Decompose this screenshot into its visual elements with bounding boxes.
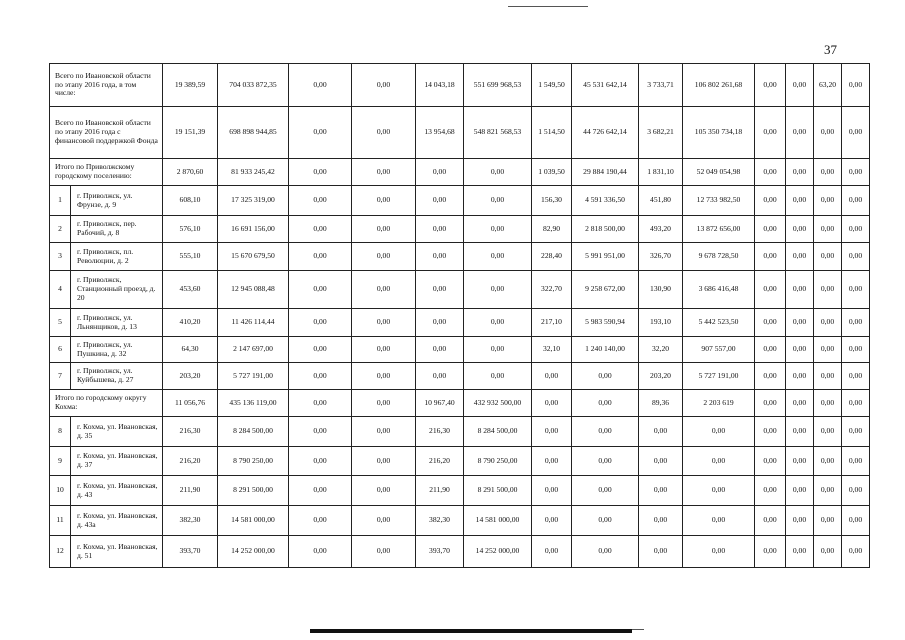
value-cell: 435 136 119,00 bbox=[218, 390, 289, 417]
value-cell: 8 291 500,00 bbox=[464, 476, 532, 506]
value-cell: 0,00 bbox=[464, 243, 532, 271]
value-cell: 0,00 bbox=[289, 243, 352, 271]
value-cell: 1 831,10 bbox=[639, 159, 683, 186]
value-cell: 3 733,71 bbox=[639, 64, 683, 107]
value-cell: 16 691 156,00 bbox=[218, 216, 289, 243]
value-cell: 0,00 bbox=[416, 186, 464, 216]
value-cell: 13 872 656,00 bbox=[683, 216, 755, 243]
value-cell: 10 967,40 bbox=[416, 390, 464, 417]
address-cell: г. Кохма, ул. Ивановская, д. 43а bbox=[71, 506, 163, 536]
value-cell: 0,00 bbox=[683, 476, 755, 506]
row-label: Итого по Приволжскому городскому поселению: bbox=[50, 159, 163, 186]
value-cell: 0,00 bbox=[289, 309, 352, 337]
value-cell: 0,00 bbox=[352, 363, 416, 390]
value-cell: 45 531 642,14 bbox=[572, 64, 639, 107]
address-cell: г. Кохма, ул. Ивановская, д. 37 bbox=[71, 447, 163, 476]
page-number: 37 bbox=[824, 42, 837, 57]
value-cell: 12 945 088,48 bbox=[218, 271, 289, 309]
value-cell: 0,00 bbox=[786, 159, 814, 186]
address-cell: г. Приволжск, ул. Пушкина, д. 32 bbox=[71, 337, 163, 363]
value-cell: 193,10 bbox=[639, 309, 683, 337]
value-cell: 228,40 bbox=[532, 243, 572, 271]
value-cell: 0,00 bbox=[755, 363, 786, 390]
row-label: Всего по Ивановской области по этапу 2016 года, в том числе: bbox=[50, 64, 163, 107]
value-cell: 326,70 bbox=[639, 243, 683, 271]
value-cell: 106 802 261,68 bbox=[683, 64, 755, 107]
value-cell: 0,00 bbox=[683, 447, 755, 476]
value-cell: 0,00 bbox=[786, 107, 814, 159]
header-rule bbox=[508, 6, 588, 7]
value-cell: 0,00 bbox=[572, 363, 639, 390]
value-cell: 0,00 bbox=[352, 243, 416, 271]
value-cell: 17 325 319,00 bbox=[218, 186, 289, 216]
value-cell: 382,30 bbox=[163, 506, 218, 536]
value-cell: 0,00 bbox=[532, 417, 572, 447]
value-cell: 548 821 568,53 bbox=[464, 107, 532, 159]
row-number: 10 bbox=[50, 476, 71, 506]
value-cell: 0,00 bbox=[755, 243, 786, 271]
value-cell: 0,00 bbox=[755, 159, 786, 186]
address-cell: г. Приволжск, пер. Рабочий, д. 8 bbox=[71, 216, 163, 243]
value-cell: 0,00 bbox=[572, 536, 639, 568]
value-cell: 0,00 bbox=[755, 337, 786, 363]
value-cell: 9 258 672,00 bbox=[572, 271, 639, 309]
value-cell: 0,00 bbox=[842, 337, 870, 363]
value-cell: 0,00 bbox=[814, 417, 842, 447]
value-cell: 0,00 bbox=[464, 271, 532, 309]
value-cell: 0,00 bbox=[842, 186, 870, 216]
value-cell: 0,00 bbox=[416, 309, 464, 337]
value-cell: 3 682,21 bbox=[639, 107, 683, 159]
value-cell: 0,00 bbox=[755, 271, 786, 309]
value-cell: 0,00 bbox=[786, 309, 814, 337]
value-cell: 0,00 bbox=[639, 536, 683, 568]
value-cell: 0,00 bbox=[639, 447, 683, 476]
table-row bbox=[50, 417, 870, 447]
table-row bbox=[50, 506, 870, 536]
value-cell: 0,00 bbox=[572, 390, 639, 417]
value-cell: 11 056,76 bbox=[163, 390, 218, 417]
value-cell: 64,30 bbox=[163, 337, 218, 363]
value-cell: 0,00 bbox=[786, 417, 814, 447]
value-cell: 0,00 bbox=[639, 417, 683, 447]
value-cell: 0,00 bbox=[464, 186, 532, 216]
value-cell: 393,70 bbox=[416, 536, 464, 568]
value-cell: 0,00 bbox=[786, 186, 814, 216]
value-cell: 0,00 bbox=[814, 476, 842, 506]
value-cell: 0,00 bbox=[786, 64, 814, 107]
value-cell: 63,20 bbox=[814, 64, 842, 107]
value-cell: 0,00 bbox=[786, 506, 814, 536]
value-cell: 432 932 500,00 bbox=[464, 390, 532, 417]
value-cell: 9 678 728,50 bbox=[683, 243, 755, 271]
value-cell: 0,00 bbox=[683, 417, 755, 447]
value-cell: 0,00 bbox=[786, 536, 814, 568]
value-cell: 0,00 bbox=[786, 447, 814, 476]
value-cell: 0,00 bbox=[352, 506, 416, 536]
value-cell: 0,00 bbox=[532, 390, 572, 417]
value-cell: 0,00 bbox=[842, 536, 870, 568]
address-cell: г. Кохма, ул. Ивановская, д. 51 bbox=[71, 536, 163, 568]
value-cell: 907 557,00 bbox=[683, 337, 755, 363]
value-cell: 0,00 bbox=[416, 243, 464, 271]
value-cell: 0,00 bbox=[352, 216, 416, 243]
summary-row-total_fund bbox=[50, 107, 870, 159]
value-cell: 0,00 bbox=[842, 390, 870, 417]
value-cell: 576,10 bbox=[163, 216, 218, 243]
value-cell: 2 870,60 bbox=[163, 159, 218, 186]
value-cell: 2 818 500,00 bbox=[572, 216, 639, 243]
value-cell: 13 954,68 bbox=[416, 107, 464, 159]
footer-bar bbox=[310, 629, 632, 633]
value-cell: 216,20 bbox=[163, 447, 218, 476]
row-number: 8 bbox=[50, 417, 71, 447]
resettlement-table bbox=[49, 63, 870, 568]
value-cell: 0,00 bbox=[755, 309, 786, 337]
value-cell: 0,00 bbox=[572, 476, 639, 506]
value-cell: 2 203 619 bbox=[683, 390, 755, 417]
value-cell: 0,00 bbox=[464, 216, 532, 243]
value-cell: 0,00 bbox=[352, 159, 416, 186]
value-cell: 382,30 bbox=[416, 506, 464, 536]
value-cell: 0,00 bbox=[755, 476, 786, 506]
value-cell: 8 291 500,00 bbox=[218, 476, 289, 506]
table-body bbox=[50, 64, 870, 568]
value-cell: 14 252 000,00 bbox=[464, 536, 532, 568]
value-cell: 0,00 bbox=[842, 447, 870, 476]
value-cell: 0,00 bbox=[755, 107, 786, 159]
value-cell: 0,00 bbox=[352, 271, 416, 309]
summary-row-total_all bbox=[50, 64, 870, 107]
value-cell: 0,00 bbox=[572, 447, 639, 476]
row-number: 3 bbox=[50, 243, 71, 271]
value-cell: 0,00 bbox=[842, 271, 870, 309]
value-cell: 0,00 bbox=[814, 309, 842, 337]
value-cell: 0,00 bbox=[755, 536, 786, 568]
value-cell: 0,00 bbox=[416, 363, 464, 390]
row-number: 4 bbox=[50, 271, 71, 309]
value-cell: 211,90 bbox=[163, 476, 218, 506]
table-row bbox=[50, 363, 870, 390]
row-number: 9 bbox=[50, 447, 71, 476]
value-cell: 0,00 bbox=[842, 309, 870, 337]
value-cell: 1 240 140,00 bbox=[572, 337, 639, 363]
value-cell: 0,00 bbox=[755, 64, 786, 107]
address-cell: г. Приволжск, ул. Куйбышева, д. 27 bbox=[71, 363, 163, 390]
value-cell: 29 884 190,44 bbox=[572, 159, 639, 186]
table-row bbox=[50, 216, 870, 243]
value-cell: 14 043,18 bbox=[416, 64, 464, 107]
value-cell: 0,00 bbox=[814, 216, 842, 243]
row-number: 5 bbox=[50, 309, 71, 337]
value-cell: 32,20 bbox=[639, 337, 683, 363]
row-number: 7 bbox=[50, 363, 71, 390]
value-cell: 0,00 bbox=[572, 417, 639, 447]
value-cell: 0,00 bbox=[786, 271, 814, 309]
value-cell: 0,00 bbox=[842, 64, 870, 107]
value-cell: 0,00 bbox=[842, 243, 870, 271]
value-cell: 15 670 679,50 bbox=[218, 243, 289, 271]
row-number: 2 bbox=[50, 216, 71, 243]
value-cell: 130,90 bbox=[639, 271, 683, 309]
value-cell: 0,00 bbox=[814, 159, 842, 186]
value-cell: 0,00 bbox=[814, 186, 842, 216]
value-cell: 0,00 bbox=[416, 337, 464, 363]
value-cell: 5 727 191,00 bbox=[683, 363, 755, 390]
value-cell: 216,30 bbox=[416, 417, 464, 447]
value-cell: 0,00 bbox=[532, 363, 572, 390]
value-cell: 0,00 bbox=[289, 363, 352, 390]
value-cell: 82,90 bbox=[532, 216, 572, 243]
value-cell: 0,00 bbox=[352, 64, 416, 107]
value-cell: 5 991 951,00 bbox=[572, 243, 639, 271]
value-cell: 0,00 bbox=[464, 337, 532, 363]
value-cell: 5 442 523,50 bbox=[683, 309, 755, 337]
value-cell: 0,00 bbox=[755, 447, 786, 476]
value-cell: 32,10 bbox=[532, 337, 572, 363]
value-cell: 105 350 734,18 bbox=[683, 107, 755, 159]
value-cell: 19 389,59 bbox=[163, 64, 218, 107]
table-row bbox=[50, 186, 870, 216]
value-cell: 203,20 bbox=[163, 363, 218, 390]
value-cell: 0,00 bbox=[639, 476, 683, 506]
value-cell: 0,00 bbox=[814, 447, 842, 476]
value-cell: 0,00 bbox=[289, 186, 352, 216]
value-cell: 203,20 bbox=[639, 363, 683, 390]
value-cell: 0,00 bbox=[464, 159, 532, 186]
value-cell: 0,00 bbox=[842, 476, 870, 506]
value-cell: 0,00 bbox=[683, 536, 755, 568]
value-cell: 0,00 bbox=[814, 506, 842, 536]
summary-row-privolzhsk bbox=[50, 159, 870, 186]
value-cell: 0,00 bbox=[814, 536, 842, 568]
value-cell: 0,00 bbox=[352, 309, 416, 337]
value-cell: 322,70 bbox=[532, 271, 572, 309]
address-cell: г. Приволжск, ул. Фрунзе, д. 9 bbox=[71, 186, 163, 216]
summary-row-kokhma bbox=[50, 390, 870, 417]
table-row bbox=[50, 447, 870, 476]
value-cell: 216,30 bbox=[163, 417, 218, 447]
value-cell: 81 933 245,42 bbox=[218, 159, 289, 186]
value-cell: 0,00 bbox=[289, 506, 352, 536]
value-cell: 0,00 bbox=[352, 476, 416, 506]
value-cell: 5 983 590,94 bbox=[572, 309, 639, 337]
table-row bbox=[50, 309, 870, 337]
value-cell: 0,00 bbox=[532, 447, 572, 476]
value-cell: 0,00 bbox=[532, 536, 572, 568]
table-row bbox=[50, 337, 870, 363]
value-cell: 0,00 bbox=[416, 216, 464, 243]
value-cell: 52 049 054,98 bbox=[683, 159, 755, 186]
value-cell: 0,00 bbox=[814, 390, 842, 417]
value-cell: 8 284 500,00 bbox=[464, 417, 532, 447]
row-label: Итого по городскому округу Кохма: bbox=[50, 390, 163, 417]
value-cell: 0,00 bbox=[842, 417, 870, 447]
value-cell: 3 686 416,48 bbox=[683, 271, 755, 309]
value-cell: 0,00 bbox=[786, 337, 814, 363]
value-cell: 0,00 bbox=[786, 243, 814, 271]
address-cell: г. Приволжск, пл. Революции, д. 2 bbox=[71, 243, 163, 271]
value-cell: 0,00 bbox=[755, 186, 786, 216]
value-cell: 0,00 bbox=[352, 337, 416, 363]
value-cell: 555,10 bbox=[163, 243, 218, 271]
value-cell: 0,00 bbox=[786, 476, 814, 506]
address-cell: г. Приволжск, Станционный проезд, д. 20 bbox=[71, 271, 163, 309]
value-cell: 2 147 697,00 bbox=[218, 337, 289, 363]
value-cell: 11 426 114,44 bbox=[218, 309, 289, 337]
value-cell: 0,00 bbox=[842, 107, 870, 159]
address-cell: г. Кохма, ул. Ивановская, д. 43 bbox=[71, 476, 163, 506]
value-cell: 0,00 bbox=[416, 159, 464, 186]
value-cell: 0,00 bbox=[572, 506, 639, 536]
value-cell: 8 284 500,00 bbox=[218, 417, 289, 447]
row-number: 11 bbox=[50, 506, 71, 536]
value-cell: 4 591 336,50 bbox=[572, 186, 639, 216]
value-cell: 211,90 bbox=[416, 476, 464, 506]
value-cell: 14 252 000,00 bbox=[218, 536, 289, 568]
value-cell: 1 039,50 bbox=[532, 159, 572, 186]
value-cell: 493,20 bbox=[639, 216, 683, 243]
row-number: 12 bbox=[50, 536, 71, 568]
row-label: Всего по Ивановской области по этапу 2016 года с финансовой поддержкой Фонда bbox=[50, 107, 163, 159]
value-cell: 0,00 bbox=[786, 363, 814, 390]
value-cell: 0,00 bbox=[289, 159, 352, 186]
value-cell: 0,00 bbox=[814, 271, 842, 309]
value-cell: 0,00 bbox=[289, 390, 352, 417]
row-number: 1 bbox=[50, 186, 71, 216]
value-cell: 0,00 bbox=[352, 107, 416, 159]
address-cell: г. Приволжск, ул. Льнянщиков, д. 13 bbox=[71, 309, 163, 337]
value-cell: 0,00 bbox=[814, 243, 842, 271]
value-cell: 0,00 bbox=[532, 506, 572, 536]
value-cell: 0,00 bbox=[289, 337, 352, 363]
value-cell: 698 898 944,85 bbox=[218, 107, 289, 159]
value-cell: 0,00 bbox=[352, 417, 416, 447]
value-cell: 0,00 bbox=[352, 186, 416, 216]
value-cell: 0,00 bbox=[289, 476, 352, 506]
value-cell: 451,80 bbox=[639, 186, 683, 216]
value-cell: 551 699 968,53 bbox=[464, 64, 532, 107]
table-row bbox=[50, 271, 870, 309]
value-cell: 393,70 bbox=[163, 536, 218, 568]
table-row bbox=[50, 476, 870, 506]
value-cell: 0,00 bbox=[416, 271, 464, 309]
value-cell: 704 033 872,35 bbox=[218, 64, 289, 107]
value-cell: 453,60 bbox=[163, 271, 218, 309]
table-row bbox=[50, 243, 870, 271]
value-cell: 0,00 bbox=[814, 337, 842, 363]
value-cell: 8 790 250,00 bbox=[464, 447, 532, 476]
footer-tick bbox=[632, 629, 644, 630]
value-cell: 5 727 191,00 bbox=[218, 363, 289, 390]
value-cell: 0,00 bbox=[786, 216, 814, 243]
value-cell: 8 790 250,00 bbox=[218, 447, 289, 476]
value-cell: 410,20 bbox=[163, 309, 218, 337]
value-cell: 1 514,50 bbox=[532, 107, 572, 159]
value-cell: 0,00 bbox=[842, 506, 870, 536]
value-cell: 0,00 bbox=[755, 216, 786, 243]
value-cell: 0,00 bbox=[352, 536, 416, 568]
value-cell: 0,00 bbox=[814, 363, 842, 390]
value-cell: 608,10 bbox=[163, 186, 218, 216]
value-cell: 44 726 642,14 bbox=[572, 107, 639, 159]
value-cell: 0,00 bbox=[352, 447, 416, 476]
value-cell: 0,00 bbox=[289, 536, 352, 568]
value-cell: 0,00 bbox=[289, 271, 352, 309]
row-number: 6 bbox=[50, 337, 71, 363]
value-cell: 0,00 bbox=[814, 107, 842, 159]
value-cell: 0,00 bbox=[289, 64, 352, 107]
value-cell: 14 581 000,00 bbox=[464, 506, 532, 536]
value-cell: 0,00 bbox=[683, 506, 755, 536]
value-cell: 0,00 bbox=[289, 107, 352, 159]
value-cell: 0,00 bbox=[464, 363, 532, 390]
value-cell: 0,00 bbox=[289, 447, 352, 476]
value-cell: 216,20 bbox=[416, 447, 464, 476]
value-cell: 0,00 bbox=[842, 159, 870, 186]
value-cell: 19 151,39 bbox=[163, 107, 218, 159]
value-cell: 0,00 bbox=[532, 476, 572, 506]
value-cell: 0,00 bbox=[786, 390, 814, 417]
value-cell: 217,10 bbox=[532, 309, 572, 337]
value-cell: 1 549,50 bbox=[532, 64, 572, 107]
value-cell: 12 733 982,50 bbox=[683, 186, 755, 216]
value-cell: 14 581 000,00 bbox=[218, 506, 289, 536]
value-cell: 0,00 bbox=[289, 216, 352, 243]
value-cell: 0,00 bbox=[755, 417, 786, 447]
value-cell: 0,00 bbox=[842, 216, 870, 243]
value-cell: 156,30 bbox=[532, 186, 572, 216]
table-row bbox=[50, 536, 870, 568]
value-cell: 0,00 bbox=[464, 309, 532, 337]
value-cell: 0,00 bbox=[289, 417, 352, 447]
value-cell: 0,00 bbox=[639, 506, 683, 536]
value-cell: 0,00 bbox=[842, 363, 870, 390]
value-cell: 0,00 bbox=[352, 390, 416, 417]
address-cell: г. Кохма, ул. Ивановская, д. 35 bbox=[71, 417, 163, 447]
value-cell: 0,00 bbox=[755, 390, 786, 417]
value-cell: 89,36 bbox=[639, 390, 683, 417]
value-cell: 0,00 bbox=[755, 506, 786, 536]
